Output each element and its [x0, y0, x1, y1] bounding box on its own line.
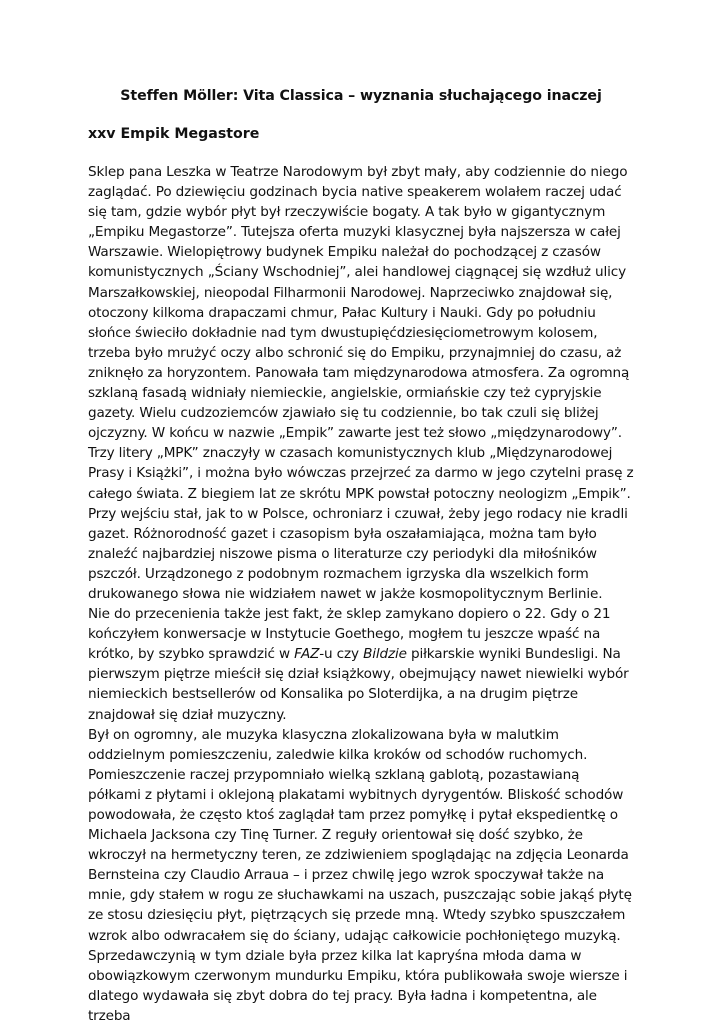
newspaper-faz: FAZ: [294, 646, 320, 663]
document-page: [88, 86, 634, 1026]
paragraph-4: Był on ogromny, ale muzyka klasyczna zlokalizowana była w malutkim oddzielnym pomieszczeniu, zaledwie kilka kroków od schodów ruchomych. Pomieszczenie raczej przypomniało wielką szklaną gablotą, pozastawianą półkami z płytami i oklejoną plakatami wybitnych dyrygentów. Bliskość schodów powodowała, że często ktoś zaglądał tam przez pomyłkę i pytał ekspedientkę o Michaela Jacksona czy Tinę Turner. Z reguły orientował się dość szybko, że wkroczył na hermetyczny teren, ze zdziwieniem spoglądając na zdjęcia Leonarda Bernsteina czy Claudio Arraua – i przez chwilę jego wzrok spoczywał także na mnie, gdy stałem w rogu ze słuchawkami na uszach, puszczając sobie jakąś płytę ze stosu dziesięciu płyt, piętrzących się przede mną. Wtedy szybko spuszczałem wzrok albo odwracałem się do ściany, udając całkowicie pochłoniętego muzyką.: [88, 726, 632, 944]
paragraph-3: [88, 604, 634, 725]
paragraph-3-part-1: Nie do przecenienia także jest fakt, że sklep zamykano dopiero o 22. Gdy o 21 kończyłem konwersacje w Instytucie Goethego, mogłem tu jeszcze wpaść na krótko, by szybko sprawdzić w: [88, 606, 611, 663]
body-text: [88, 162, 634, 1026]
newspaper-bild: Bildzie: [363, 646, 407, 663]
paragraph-1: Sklep pana Leszka w Teatrze Narodowym był zbyt mały, aby codziennie do niego zaglądać. Po dziewięciu godzinach bycia native speakerem wolałem raczej udać się tam, gdzie wybór płyt był rzeczywiście bogaty. A tak było w gigantycznym „Empiku Megastorze”. Tutejsza oferta muzyki klasycznej była najszersza w całej Warszawie. Wielopiętrowy budynek Empiku należał do pochodzącej z czasów komunistycznych „Ściany Wschodniej”, alei handlowej ciągnącej się wzdłuż ulicy Marszałkowskiej, nieopodal Filharmonii Narodowej. Naprzeciwko znajdował się, otoczony kilkoma drapaczami chmur, Pałac Kultury i Nauki. Gdy po południu słońce świeciło dokładnie nad tym dwustupięćdziesięciometrowym kolosem, trzeba było mrużyć oczy albo schronić się do Empiku, przynajmniej do czasu, aż zniknęło za horyzontem. Panowała tam międzynarodowa atmosfera. Za ogromną szklaną fasadą widniały niemieckie, angielskie, ormiańskie czy też cypryjskie gazety. Wielu cudzoziemców zjawiało się tu codziennie, bo tak czuli się bliżej ojczyzny. W końcu w nazwie „Empik” zawarte jest też słowo „międzynarodowy”. Trzy litery „MPK” znaczyły w czasach komunistycznych klub „Międzynarodowej Prasy i Książki”, i można było wówczas przejrzeć za darmo w jego czytelni prasę z całego świata. Z biegiem lat ze skrótu MPK powstał potoczny neologizm „Empik”.: [88, 164, 634, 502]
paragraph-5: Sprzedawczynią w tym dziale była przez kilka lat kapryśna młoda dama w obowiązkowym czerwonym mundurku Empiku, która publikowała swoje wiersze i dlatego wydawała się zbyt dobra do tej pracy. Była ładna i kompetentna, ale trzeba: [88, 947, 628, 1024]
chapter-heading: xxv Empik Megastore: [88, 126, 260, 142]
document-title: Steffen Möller: Vita Classica – wyznania słuchającego inaczej: [120, 88, 602, 104]
paragraph-3-part-2: -u czy: [319, 646, 364, 663]
paragraph-3-part-3: piłkarskie wyniki Bundesligi. Na pierwszym piętrze mieścił się dział książkowy, obejmujący nawet niewielki wybór niemieckich bestsellerów od Konsalika po Sloterdijka, a na drugim piętrze znajdował się dział muzyczny.: [88, 646, 629, 723]
paragraph-2: Przy wejściu stał, jak to w Polsce, ochroniarz i czuwał, żeby jego rodacy nie kradli gazet. Różnorodność gazet i czasopism była oszałamiająca, można tam było znaleźć najbardziej niszowe pisma o literaturze czy periodyki dla miłośników pszczół. Urządzonego z podobnym rozmachem igrzyska dla wszelkich form drukowanego słowa nie widziałem nawet w jakże kosmopolitycznym Berlinie.: [88, 505, 628, 602]
